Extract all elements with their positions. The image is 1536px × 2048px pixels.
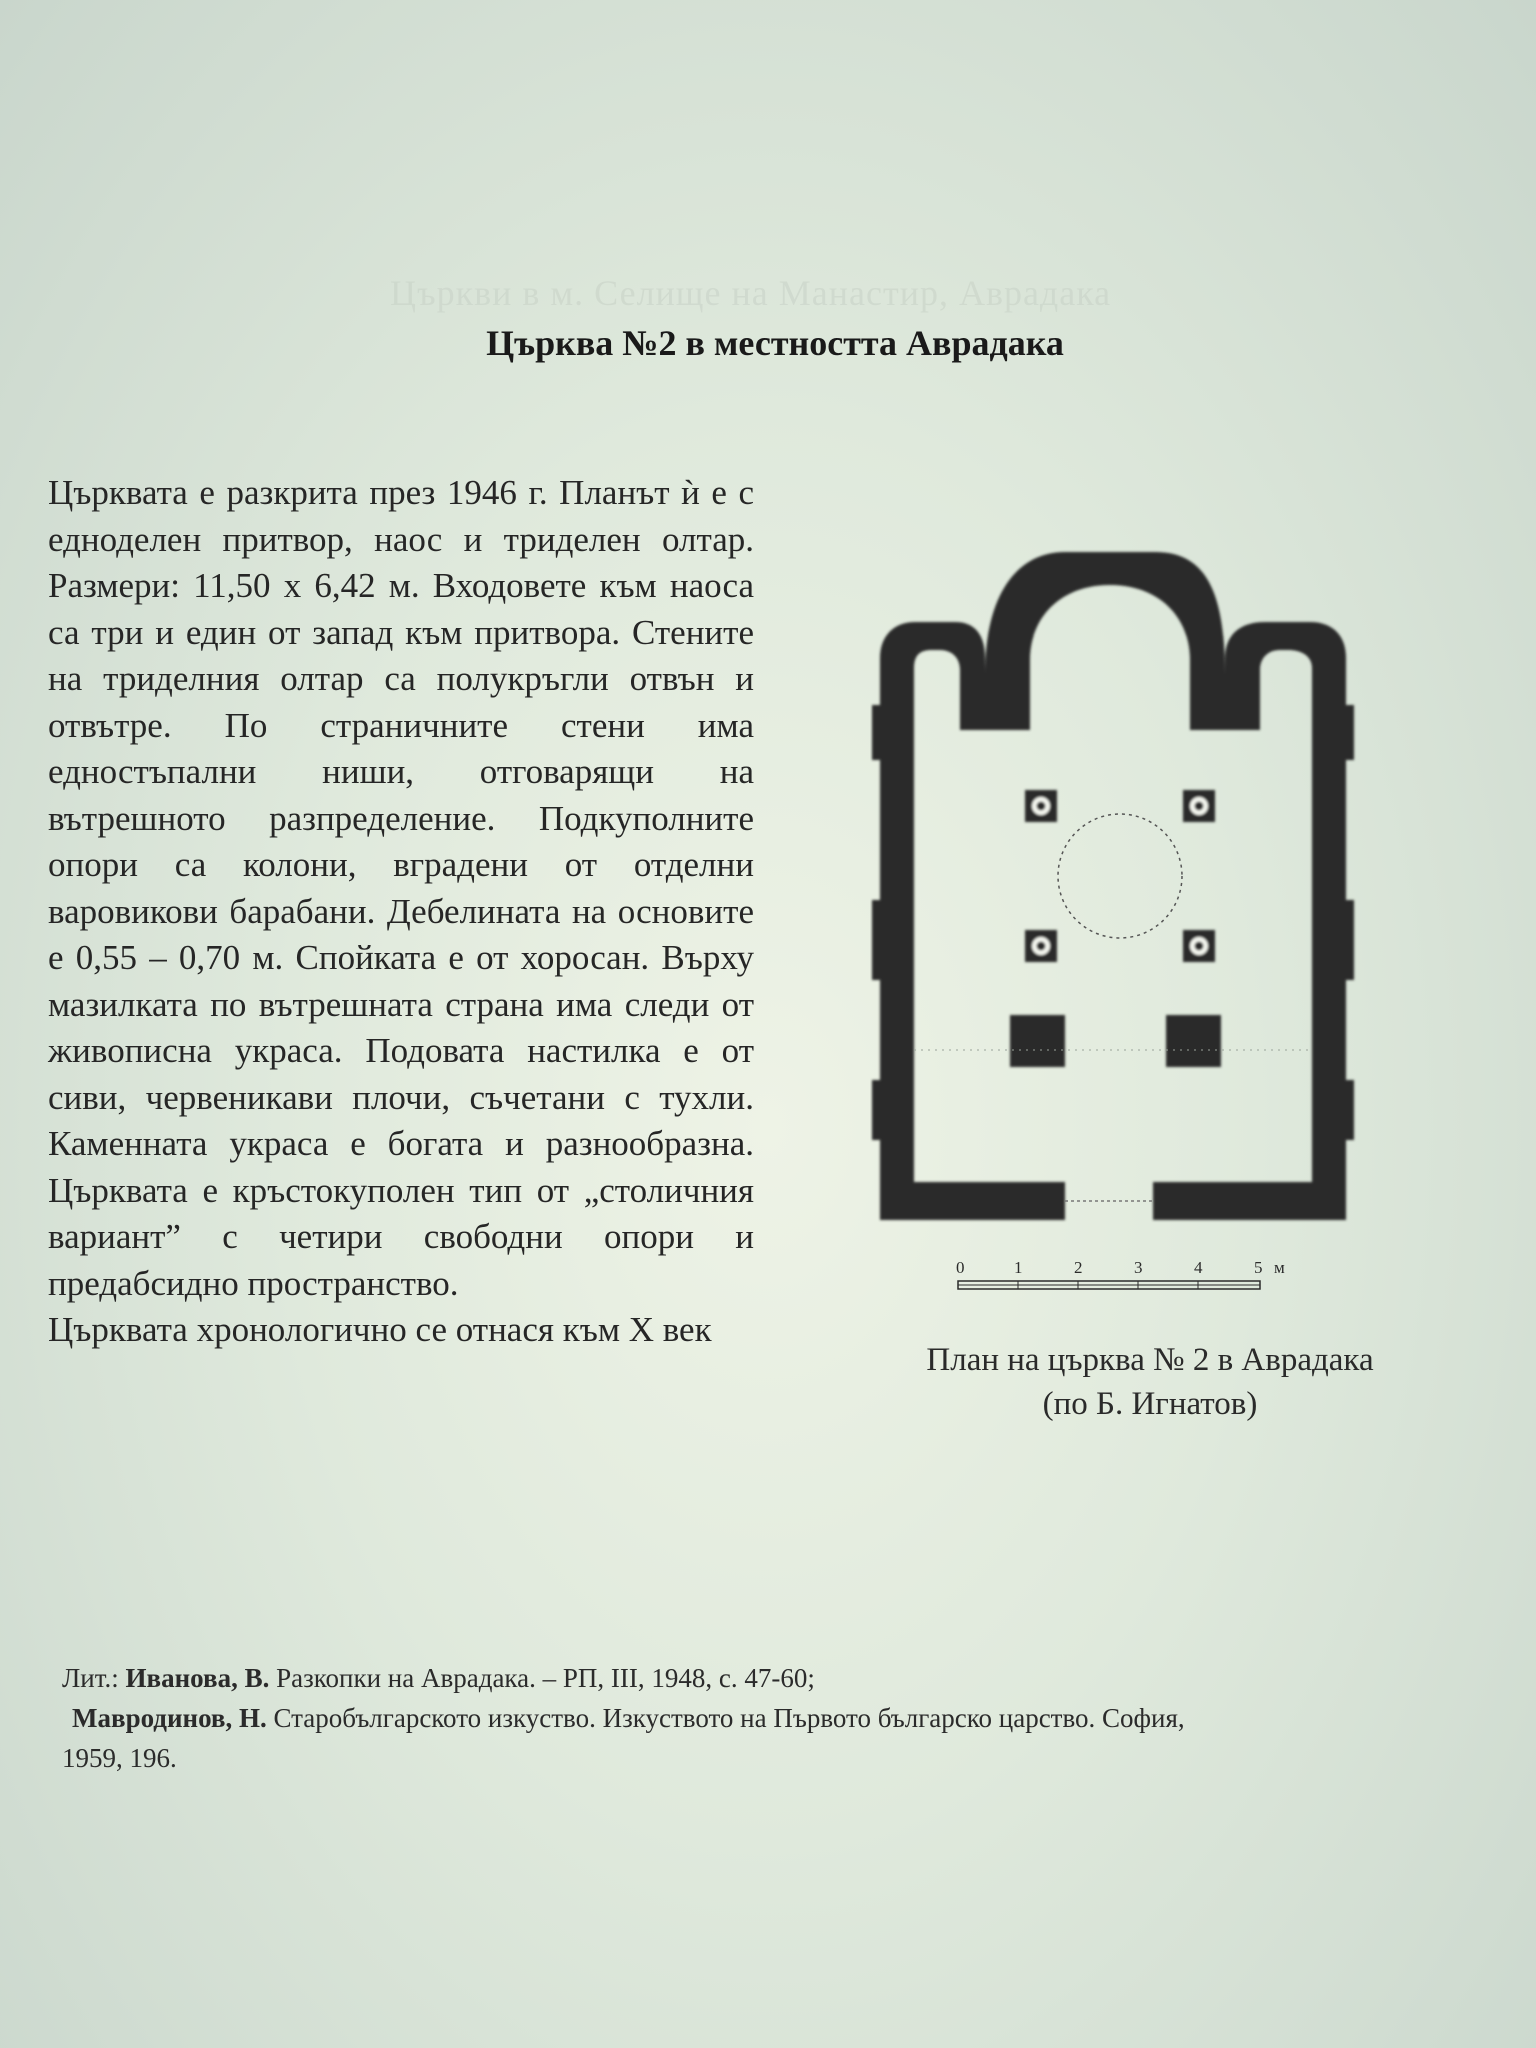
reference-2-continuation: 1959, 196. xyxy=(62,1743,177,1773)
plan-west-wall-left xyxy=(880,1182,1065,1220)
figure-caption xyxy=(850,1338,1450,1426)
scale-label-5: 5 xyxy=(1254,1258,1263,1277)
plan-left-wall xyxy=(880,660,914,1220)
plan-west-wall-right xyxy=(1153,1182,1346,1220)
caption-line-1: План на църква № 2 в Аврадака xyxy=(926,1342,1374,1378)
reference-1-text: Разкопки на Аврадака. – РП, III, 1948, с. 47-60; xyxy=(276,1663,815,1693)
caption-line-2: (по Б. Игнатов) xyxy=(1042,1386,1258,1422)
paragraph-description: Църквата е разкрита през 1946 г. Планът ѝ е с едноделен притвор, наос и триделен олтар. Размери: 11,50 х 6,42 м. Входовете към наоса са три и един от запад към притвора. Стените на триделния олтар са полукръгли отвън и отвътре. По страничните стени има едностъпални ниши, отговарящи на вътрешното разпределение. Подкуполните опори са колони, вградени от отделни варовикови барабани. Дебелината на основите е 0,55 – 0,70 м. Спойката е от хоросан. Върху мазилката по вътрешната страна има следи от живописна украса. Подовата настилка е от сиви, червеникави плочи, съчетани с тухли. Каменната украса е богата и разнообразна. Църквата е кръстокуполен тип от „столичния вариант” с четири свободни опори и предабсидно пространство. xyxy=(48,473,754,1303)
scale-label-2: 2 xyxy=(1074,1258,1083,1277)
church-plan-drawing xyxy=(870,540,1370,1240)
plan-dome-outline xyxy=(1058,814,1182,938)
reference-2-text: Старобългарското изкуство. Изкуството на Първото българско царство. София, xyxy=(273,1703,1185,1733)
plan-column-nw xyxy=(1183,790,1215,822)
church-plan-figure xyxy=(870,540,1370,1320)
paragraph-dating: Църквата хронологично се отнася към X век xyxy=(48,1310,712,1349)
references-label: Лит.: xyxy=(62,1663,119,1693)
plan-column-sw xyxy=(1183,930,1215,962)
reference-2-author: Мавродинов, Н. xyxy=(72,1703,267,1733)
scale-label-4: 4 xyxy=(1194,1258,1203,1277)
plan-apses xyxy=(880,552,1346,730)
reference-2 xyxy=(62,1698,1522,1738)
plan-pier-right xyxy=(1166,1015,1221,1067)
scale-unit: м xyxy=(1274,1258,1285,1277)
plan-pier-left xyxy=(1010,1015,1065,1067)
scale-label-1: 1 xyxy=(1014,1258,1023,1277)
scale-bar xyxy=(950,1255,1310,1305)
running-header: Църкви в м. Селище на Манастир, Аврадака xyxy=(390,273,1112,313)
plan-right-wall xyxy=(1312,660,1346,1220)
plan-column-ne xyxy=(1025,790,1057,822)
scale-label-3: 3 xyxy=(1134,1258,1143,1277)
plan-column-se xyxy=(1025,930,1057,962)
reference-1 xyxy=(62,1658,1522,1698)
page-title: Църква №2 в местността Аврадака xyxy=(486,323,1064,363)
reference-1-author: Иванова, В. xyxy=(125,1663,270,1693)
scale-label-0: 0 xyxy=(956,1258,965,1277)
article-body xyxy=(48,470,754,1354)
references xyxy=(62,1658,1522,1778)
